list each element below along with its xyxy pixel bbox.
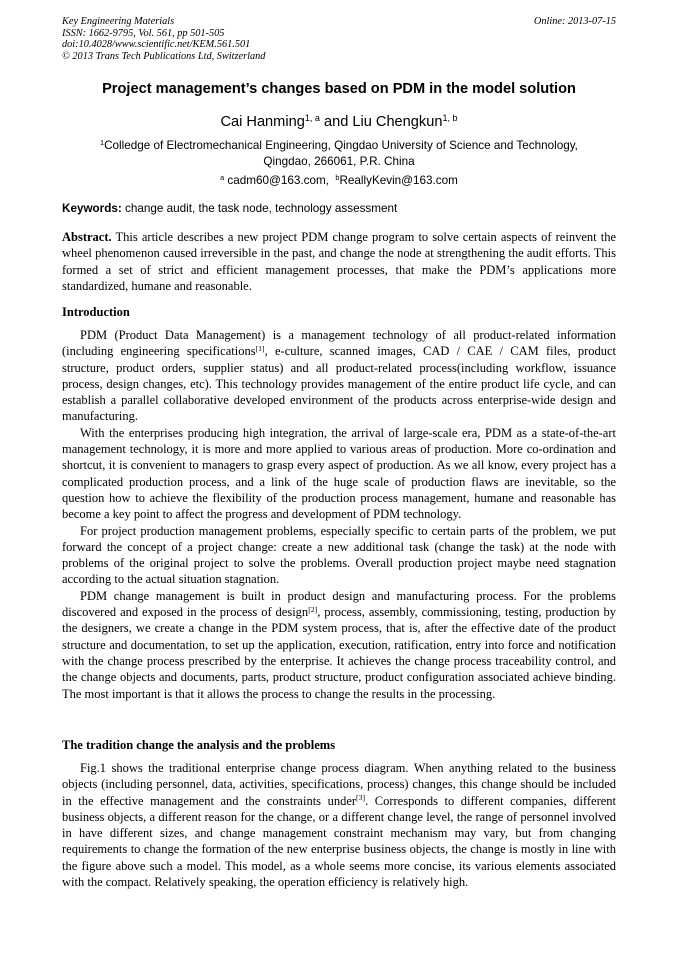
email-line xyxy=(62,174,616,187)
citation-3[interactable]: [3] xyxy=(356,793,366,803)
section-heading-introduction: Introduction xyxy=(62,305,130,319)
journal-name: Key Engineering Materials xyxy=(62,16,175,27)
intro-paragraph-4 xyxy=(62,588,616,702)
citation-1[interactable]: [1] xyxy=(255,344,265,354)
intro-p4-text-b: , process, assembly, commissioning, testing, production by the designers, we create a change in the PDM system process, that is, after the effective date of the product structure and documentation, to set up the application, execution, ratification, entry into force and notification with the change process prescribed by the enterprise. It achieves the change process traceability control, and the change objects and documents, parts, product structure, product configuration associated achieve binding. The most important is that it allows the process to change the results in the processing. xyxy=(62,605,617,701)
doi-line: doi:10.4028/www.scientific.net/KEM.561.501 xyxy=(62,39,251,50)
keywords xyxy=(62,202,616,215)
section-heading-tradition: The tradition change the analysis and the problems xyxy=(62,738,336,752)
affiliation-mark: 1 xyxy=(100,138,105,148)
author-1-affil-mark: 1, a xyxy=(304,113,320,124)
email-a[interactable]: cadm60@163.com, xyxy=(224,174,329,187)
intro-paragraph-1 xyxy=(62,327,616,425)
author-line xyxy=(40,114,638,130)
keywords-text: change audit, the task node, technology assessment xyxy=(121,202,398,215)
citation-2[interactable]: [2] xyxy=(308,604,318,614)
paper-title: Project management’s changes based on PDM in the model solution xyxy=(102,81,576,97)
issn-line: ISSN: 1662-9795, Vol. 561, pp 501-505 xyxy=(62,27,225,39)
author-conjunction: and xyxy=(319,114,353,130)
email-a-mark: a xyxy=(220,173,225,183)
abstract xyxy=(62,229,620,294)
affiliation-line-1 xyxy=(62,138,616,154)
trad-p1-text-b: . Corresponds to different companies, different business objects, a different reason for the change, or a different change level, the range of personnel involved in have different sizes, and change management constraint mechanism may vary, but from changing requirements to change the formation of the new enterprise business objects, the change is mostly in line with the figure above such a model. This model, as a whole seems more concise, its various elements associated with the compact. Relatively speaking, the operation efficiency is relatively high. xyxy=(62,793,617,890)
intro-p1-text-b: , e-culture, scanned images, CAD / CAE / CAM files, product structure, product orders, supplier status) and all product-related process(including workflow, issuance process, design changes, etc). This technology provides management of the entire product life cycle, and can establish a parallel collaborative developed environment of the products across enterprise-wide design and manufacturing. xyxy=(62,344,617,424)
email-b[interactable]: ReallyKevin@163.com xyxy=(339,174,458,187)
online-date: Online: 2013-07-15 xyxy=(533,16,616,27)
affiliation-line-2: Qingdao, 266061, P.R. China xyxy=(263,154,415,168)
abstract-text: This article describes a new project PDM change program to solve certain aspects of reinvent the wheel phenomenon caused irreversible in the past, and change the node at strengthening the audit efforts. This formed a set of strict and efficient management processes, that make the PDM’s applications more standardized, humane and reasonable. xyxy=(62,230,620,293)
trad-p1-text-a: Fig.1 shows the traditional enterprise change process diagram. When anything related to the business objects (including personnel, data, activities, specifications, process) changes, this change should be included in the effective management and the constraints under xyxy=(62,761,616,808)
author-2: Liu Chengkun xyxy=(352,114,443,130)
abstract-label: Abstract. xyxy=(62,230,112,244)
author-1: Cai Hanming xyxy=(220,114,305,130)
introduction-section xyxy=(62,327,616,702)
intro-paragraph-2: With the enterprises producing high integration, the arrival of large-scale era, PDM as a state-of-the-art management technology, it is more and more applied to various areas of production. More co-ordination and shortcut, it is convenient to managers to grasp every aspect of production. As we all know, every project has a complicated production process, and a link of the huge scale of production flaws are inevitable, so the question how to achieve the flexibility of the production process management, humane and reasonable has become a key point to affect the progress and development of PDM technology. xyxy=(62,425,616,522)
intro-p4-text-a: PDM change management is built in product design and manufacturing process. For the problems discovered and exposed in the process of design xyxy=(62,588,616,620)
intro-paragraph-3: For project production management problems, especially specific to certain parts of the problem, we put forward the concept of a project change: create a new additional task (change the task) at the node with problems of the original project to solve the problems. Overall production project maybe need stagnation according to the actual situation stagnation. xyxy=(62,523,616,587)
tradition-paragraph-1 xyxy=(62,760,616,890)
intro-p1-text-a: PDM (Product Data Management) is a management technology of all product-related information (including engineering specifications xyxy=(62,328,616,359)
publication-header xyxy=(62,16,616,62)
keywords-label: Keywords: xyxy=(62,202,122,215)
copyright-line: © 2013 Trans Tech Publications Ltd, Switzerland xyxy=(62,50,266,62)
author-2-affil-mark: 1, b xyxy=(442,113,458,124)
affiliation xyxy=(62,138,616,169)
affiliation-text-1: Colledge of Electromechanical Engineering, Qingdao University of Science and Technology, xyxy=(104,139,578,152)
tradition-section xyxy=(62,760,616,890)
email-b-mark: b xyxy=(335,173,340,183)
abstract-paragraph xyxy=(62,229,620,294)
